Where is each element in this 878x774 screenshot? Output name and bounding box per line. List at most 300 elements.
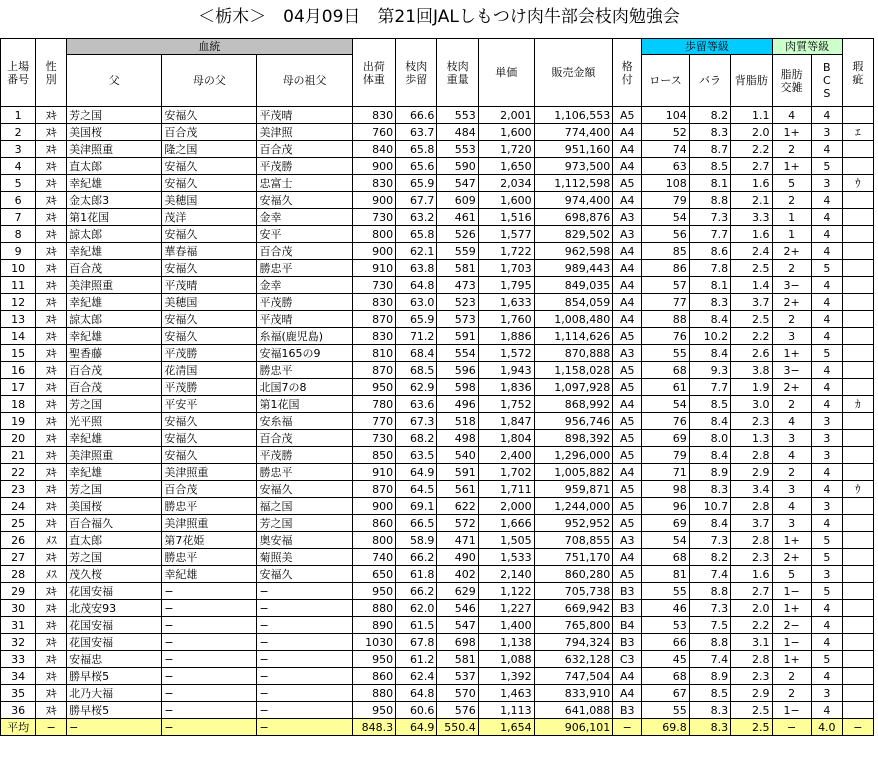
cell-sex: ﾇｷ <box>36 600 67 617</box>
cell-marbling: 2 <box>772 141 811 158</box>
cell-marbling: 4 <box>772 498 811 515</box>
cell-rib: 10.7 <box>689 498 730 515</box>
cell-carcass-weight: 484 <box>437 124 478 141</box>
cell-grade: A5 <box>613 175 642 192</box>
cell-bcs: 5 <box>811 651 842 668</box>
cell-carcass-weight: 546 <box>437 600 478 617</box>
cell-rib: 8.3 <box>689 294 730 311</box>
cell-mat-great-grandfather: 安福165の9 <box>257 345 352 362</box>
cell-rib: 8.8 <box>689 634 730 651</box>
cell-father: 安福忠 <box>67 651 162 668</box>
cell-grade: B3 <box>613 600 642 617</box>
cell-father: 聖香藤 <box>67 345 162 362</box>
cell-loin: 98 <box>642 481 690 498</box>
cell-yield-pct: 65.9 <box>396 175 437 192</box>
cell-yield-pct: 68.5 <box>396 362 437 379</box>
cell-marbling: 2 <box>772 192 811 209</box>
cell-backfat: 2.2 <box>731 617 772 634</box>
cell-mat-grandfather: 第7花姫 <box>162 532 257 549</box>
cell-defect <box>842 158 873 175</box>
cell-carcass-weight: 591 <box>437 464 478 481</box>
cell-sales: 1,005,882 <box>534 464 613 481</box>
cell-bcs: 4 <box>811 379 842 396</box>
header-pedigree: 血統 <box>67 39 352 55</box>
cell-father: 直太郎 <box>67 158 162 175</box>
cell-grade: A3 <box>613 226 642 243</box>
cell-father: 花国安福 <box>67 634 162 651</box>
cell-bcs: 4 <box>811 634 842 651</box>
cell-unit-price: 1,720 <box>478 141 534 158</box>
table-row <box>1 141 874 158</box>
cell-defect <box>842 617 873 634</box>
cell-loin: 69 <box>642 430 690 447</box>
cell-defect <box>842 413 873 430</box>
cell-marbling: 3 <box>772 430 811 447</box>
table-row <box>1 549 874 566</box>
table-row <box>1 600 874 617</box>
cell-yield-pct: 64.9 <box>396 719 437 736</box>
cell-defect <box>842 515 873 532</box>
cell-marbling: 2 <box>772 396 811 413</box>
cell-loin: 67 <box>642 685 690 702</box>
cell-live-weight: 780 <box>352 396 395 413</box>
cell-father: 勝早桜5 <box>67 668 162 685</box>
table-row <box>1 532 874 549</box>
cell-father: 諒太郎 <box>67 226 162 243</box>
cell-sales: 1,296,000 <box>534 447 613 464</box>
cell-grade: A4 <box>613 668 642 685</box>
cell-loin: 74 <box>642 141 690 158</box>
cell-rib: 7.7 <box>689 226 730 243</box>
cell-sex: ﾇｷ <box>36 702 67 719</box>
cell-yield-pct: 61.8 <box>396 566 437 583</box>
cell-grade: A5 <box>613 379 642 396</box>
cell-sales: 973,500 <box>534 158 613 175</box>
cell-unit-price: 1,836 <box>478 379 534 396</box>
cell-defect <box>842 362 873 379</box>
cell-live-weight: 860 <box>352 515 395 532</box>
cell-mat-grandfather: 安福久 <box>162 175 257 192</box>
cell-mat-grandfather: − <box>162 668 257 685</box>
cell-backfat: 1.4 <box>731 277 772 294</box>
cell-rib: 8.8 <box>689 192 730 209</box>
table-row <box>1 124 874 141</box>
cell-live-weight: 950 <box>352 583 395 600</box>
cell-backfat: 2.9 <box>731 464 772 481</box>
cell-backfat: 2.1 <box>731 192 772 209</box>
cell-sales: 989,443 <box>534 260 613 277</box>
cell-grade: − <box>613 719 642 736</box>
cell-mat-grandfather: 平茂晴 <box>162 277 257 294</box>
cell-backfat: 3.1 <box>731 634 772 651</box>
header-quality-grade-group: 肉質等級 <box>772 39 842 55</box>
cell-loin: 68 <box>642 362 690 379</box>
cell-sales: 632,128 <box>534 651 613 668</box>
cell-mat-great-grandfather: 金幸 <box>257 277 352 294</box>
cell-yield-pct: 64.5 <box>396 481 437 498</box>
header-mat-great-grandfather: 母の祖父 <box>257 55 352 107</box>
cell-father: 芳之国 <box>67 549 162 566</box>
cell-live-weight: 740 <box>352 549 395 566</box>
table-row <box>1 685 874 702</box>
cell-sales: 951,160 <box>534 141 613 158</box>
cell-father: 百合福久 <box>67 515 162 532</box>
cell-bcs: 3 <box>811 447 842 464</box>
cell-sales: 959,871 <box>534 481 613 498</box>
cell-carcass-weight: 590 <box>437 158 478 175</box>
cell-father: 幸紀雄 <box>67 294 162 311</box>
table-row <box>1 379 874 396</box>
cell-marbling: 1+ <box>772 345 811 362</box>
cell-unit-price: 1,943 <box>478 362 534 379</box>
cell-sales: 751,170 <box>534 549 613 566</box>
cell-mat-grandfather: − <box>162 702 257 719</box>
cell-no: 6 <box>1 192 36 209</box>
cell-carcass-weight: 609 <box>437 192 478 209</box>
cell-carcass-weight: 550.4 <box>437 719 478 736</box>
cell-sales: 868,992 <box>534 396 613 413</box>
cell-mat-great-grandfather: 平茂晴 <box>257 311 352 328</box>
cell-live-weight: 870 <box>352 311 395 328</box>
cell-father: 第1花国 <box>67 209 162 226</box>
cell-no: 18 <box>1 396 36 413</box>
cell-bcs: 4 <box>811 668 842 685</box>
cell-sex: ﾇｷ <box>36 158 67 175</box>
cell-live-weight: 830 <box>352 294 395 311</box>
cell-mat-grandfather: 安福久 <box>162 447 257 464</box>
cell-mat-grandfather: − <box>162 651 257 668</box>
cell-yield-pct: 58.9 <box>396 532 437 549</box>
cell-rib: 7.4 <box>689 566 730 583</box>
cell-marbling: 2 <box>772 464 811 481</box>
cell-rib: 10.2 <box>689 328 730 345</box>
cell-yield-pct: 64.8 <box>396 685 437 702</box>
cell-no: 32 <box>1 634 36 651</box>
cell-defect <box>842 107 873 124</box>
cell-mat-great-grandfather: 平茂勝 <box>257 158 352 175</box>
cell-defect <box>842 685 873 702</box>
cell-carcass-weight: 461 <box>437 209 478 226</box>
cell-marbling: 1+ <box>772 651 811 668</box>
cell-carcass-weight: 581 <box>437 651 478 668</box>
cell-defect <box>842 634 873 651</box>
cell-mat-great-grandfather: − <box>257 685 352 702</box>
cell-mat-great-grandfather: 安福久 <box>257 481 352 498</box>
cell-grade: A5 <box>613 362 642 379</box>
cell-yield-pct: 63.7 <box>396 124 437 141</box>
cell-marbling: 2+ <box>772 549 811 566</box>
cell-carcass-weight: 490 <box>437 549 478 566</box>
cell-sex: ﾇｷ <box>36 107 67 124</box>
cell-carcass-weight: 622 <box>437 498 478 515</box>
cell-marbling: 1+ <box>772 532 811 549</box>
cell-yield-pct: 66.6 <box>396 107 437 124</box>
cell-marbling: 1− <box>772 583 811 600</box>
cell-bcs: 4 <box>811 107 842 124</box>
table-row <box>1 226 874 243</box>
cell-carcass-weight: 537 <box>437 668 478 685</box>
cell-father: 幸紀雄 <box>67 464 162 481</box>
cell-loin: 76 <box>642 328 690 345</box>
cell-sales: 974,400 <box>534 192 613 209</box>
cell-live-weight: 950 <box>352 702 395 719</box>
cell-no: 5 <box>1 175 36 192</box>
cell-backfat: 2.3 <box>731 413 772 430</box>
cell-no: 10 <box>1 260 36 277</box>
cell-no: 12 <box>1 294 36 311</box>
cell-live-weight: 810 <box>352 345 395 362</box>
cell-backfat: 2.2 <box>731 328 772 345</box>
cell-marbling: 3 <box>772 515 811 532</box>
cell-loin: 108 <box>642 175 690 192</box>
cell-unit-price: 2,400 <box>478 447 534 464</box>
cell-backfat: 2.6 <box>731 345 772 362</box>
cell-no: 3 <box>1 141 36 158</box>
cell-mat-great-grandfather: 福之国 <box>257 498 352 515</box>
cell-bcs: 4 <box>811 617 842 634</box>
cell-yield-pct: 67.8 <box>396 634 437 651</box>
cell-backfat: 3.8 <box>731 362 772 379</box>
cell-yield-pct: 71.2 <box>396 328 437 345</box>
cell-mat-great-grandfather: − <box>257 668 352 685</box>
cell-grade: B3 <box>613 634 642 651</box>
cell-unit-price: 1,702 <box>478 464 534 481</box>
cell-marbling: 2− <box>772 617 811 634</box>
cell-mat-grandfather: 安福久 <box>162 430 257 447</box>
table-row <box>1 345 874 362</box>
cell-sex: ﾇｷ <box>36 668 67 685</box>
cell-sales: 747,504 <box>534 668 613 685</box>
cell-unit-price: 1,533 <box>478 549 534 566</box>
cell-bcs: 4 <box>811 141 842 158</box>
cell-grade: A4 <box>613 141 642 158</box>
cell-sex: ﾇｷ <box>36 413 67 430</box>
cell-live-weight: 840 <box>352 141 395 158</box>
cell-grade: A5 <box>613 430 642 447</box>
cell-rib: 8.3 <box>689 719 730 736</box>
cell-marbling: 4 <box>772 413 811 430</box>
cell-mat-grandfather: 安福久 <box>162 158 257 175</box>
cell-mat-grandfather: − <box>162 634 257 651</box>
cell-rib: 8.4 <box>689 447 730 464</box>
cell-yield-pct: 62.0 <box>396 600 437 617</box>
cell-defect <box>842 209 873 226</box>
cell-sex: ﾇｷ <box>36 175 67 192</box>
cell-sex: ﾇｷ <box>36 141 67 158</box>
cell-marbling: 1+ <box>772 124 811 141</box>
cell-live-weight: 760 <box>352 124 395 141</box>
cell-live-weight: 830 <box>352 175 395 192</box>
cell-backfat: 1.1 <box>731 107 772 124</box>
cell-unit-price: 1,760 <box>478 311 534 328</box>
cell-rib: 8.9 <box>689 464 730 481</box>
cell-mat-great-grandfather: 北国7の8 <box>257 379 352 396</box>
cell-marbling: 3 <box>772 481 811 498</box>
cell-live-weight: 650 <box>352 566 395 583</box>
cell-sales: 708,855 <box>534 532 613 549</box>
cell-live-weight: 880 <box>352 600 395 617</box>
cell-carcass-weight: 591 <box>437 328 478 345</box>
cell-mat-grandfather: 茂洋 <box>162 209 257 226</box>
cell-mat-grandfather: − <box>162 600 257 617</box>
cell-bcs: 4 <box>811 311 842 328</box>
cell-father: 百合茂 <box>67 379 162 396</box>
table-row <box>1 328 874 345</box>
cell-defect <box>842 600 873 617</box>
cell-rib: 8.3 <box>689 702 730 719</box>
cell-rib: 7.3 <box>689 209 730 226</box>
cell-no: 35 <box>1 685 36 702</box>
cell-grade: A5 <box>613 413 642 430</box>
cell-bcs: 3 <box>811 685 842 702</box>
header-unit-price: 単価 <box>478 39 534 107</box>
results-table-container <box>0 38 874 736</box>
cell-sales: 898,392 <box>534 430 613 447</box>
cell-carcass-weight: 540 <box>437 447 478 464</box>
cell-unit-price: 1,666 <box>478 515 534 532</box>
cell-carcass-weight: 547 <box>437 175 478 192</box>
cell-live-weight: 1030 <box>352 634 395 651</box>
cell-no: 24 <box>1 498 36 515</box>
cell-backfat: 1.6 <box>731 566 772 583</box>
cell-marbling: 3− <box>772 362 811 379</box>
cell-rib: 8.7 <box>689 141 730 158</box>
table-row <box>1 311 874 328</box>
cell-yield-pct: 65.9 <box>396 311 437 328</box>
cell-defect <box>842 260 873 277</box>
cell-father: 美津照重 <box>67 447 162 464</box>
cell-sales: 705,738 <box>534 583 613 600</box>
cell-loin: 76 <box>642 413 690 430</box>
cell-mat-grandfather: 幸紀雄 <box>162 566 257 583</box>
cell-yield-pct: 63.2 <box>396 209 437 226</box>
cell-bcs: 4 <box>811 226 842 243</box>
cell-loin: 55 <box>642 345 690 362</box>
cell-bcs: 5 <box>811 260 842 277</box>
cell-yield-pct: 61.2 <box>396 651 437 668</box>
cell-unit-price: 2,000 <box>478 498 534 515</box>
cell-mat-great-grandfather: 勝忠平 <box>257 362 352 379</box>
cell-loin: 68 <box>642 668 690 685</box>
cell-sex: ﾇｷ <box>36 345 67 362</box>
cell-mat-grandfather: 美穂国 <box>162 294 257 311</box>
cell-live-weight: 900 <box>352 498 395 515</box>
cell-yield-pct: 62.4 <box>396 668 437 685</box>
cell-sales: 1,106,553 <box>534 107 613 124</box>
cell-yield-pct: 69.1 <box>396 498 437 515</box>
cell-mat-great-grandfather: 奥安福 <box>257 532 352 549</box>
cell-unit-price: 1,572 <box>478 345 534 362</box>
cell-marbling: 5 <box>772 175 811 192</box>
cell-mat-grandfather: 華春福 <box>162 243 257 260</box>
cell-sex: ﾇｷ <box>36 192 67 209</box>
cell-sales: 765,800 <box>534 617 613 634</box>
cell-sex: ﾇｷ <box>36 294 67 311</box>
cell-rib: 8.2 <box>689 107 730 124</box>
cell-sales: 1,008,480 <box>534 311 613 328</box>
cell-yield-pct: 63.0 <box>396 294 437 311</box>
average-row <box>1 719 874 736</box>
cell-sex: ﾇｷ <box>36 498 67 515</box>
cell-defect: ｳ <box>842 481 873 498</box>
cell-backfat: 2.0 <box>731 600 772 617</box>
cell-no: 36 <box>1 702 36 719</box>
cell-carcass-weight: 547 <box>437 617 478 634</box>
cell-sales: 1,097,928 <box>534 379 613 396</box>
table-row <box>1 396 874 413</box>
cell-live-weight: 870 <box>352 362 395 379</box>
cell-mat-grandfather: 美穂国 <box>162 192 257 209</box>
cell-sex: ﾇｷ <box>36 124 67 141</box>
cell-yield-pct: 68.4 <box>396 345 437 362</box>
table-row <box>1 702 874 719</box>
cell-no: 8 <box>1 226 36 243</box>
cell-rib: 7.3 <box>689 532 730 549</box>
cell-mat-grandfather: 花清国 <box>162 362 257 379</box>
cell-father: 美津照重 <box>67 141 162 158</box>
cell-mat-grandfather: 百合茂 <box>162 481 257 498</box>
cell-yield-pct: 63.8 <box>396 260 437 277</box>
header-loin: ロース <box>642 55 690 107</box>
cell-live-weight: 800 <box>352 532 395 549</box>
cell-bcs: 3 <box>811 430 842 447</box>
cell-sex: − <box>36 719 67 736</box>
cell-rib: 8.4 <box>689 345 730 362</box>
cell-backfat: 2.3 <box>731 668 772 685</box>
header-sex: 性 別 <box>36 39 67 107</box>
cell-carcass-weight: 553 <box>437 141 478 158</box>
cell-rib: 8.1 <box>689 175 730 192</box>
cell-defect <box>842 566 873 583</box>
cell-mat-great-grandfather: − <box>257 634 352 651</box>
cell-marbling: 3− <box>772 277 811 294</box>
cell-father: 勝早桜5 <box>67 702 162 719</box>
cell-rib: 8.2 <box>689 549 730 566</box>
cell-yield-pct: 60.6 <box>396 702 437 719</box>
cell-sex: ﾇｷ <box>36 260 67 277</box>
table-row <box>1 447 874 464</box>
table-row <box>1 175 874 192</box>
cell-unit-price: 2,034 <box>478 175 534 192</box>
table-row <box>1 107 874 124</box>
cell-mat-great-grandfather: 百合茂 <box>257 141 352 158</box>
cell-grade: A4 <box>613 549 642 566</box>
cell-loin: 56 <box>642 226 690 243</box>
cell-mat-great-grandfather: 金幸 <box>257 209 352 226</box>
cell-bcs: 4 <box>811 600 842 617</box>
cell-marbling: 1− <box>772 702 811 719</box>
cell-yield-pct: 66.2 <box>396 549 437 566</box>
cell-unit-price: 1,088 <box>478 651 534 668</box>
cell-no: 31 <box>1 617 36 634</box>
cell-live-weight: 770 <box>352 413 395 430</box>
table-row <box>1 362 874 379</box>
cell-rib: 8.4 <box>689 311 730 328</box>
cell-grade: A4 <box>613 260 642 277</box>
cell-unit-price: 1,400 <box>478 617 534 634</box>
cell-rib: 7.8 <box>689 260 730 277</box>
cell-unit-price: 1,122 <box>478 583 534 600</box>
cell-marbling: 2 <box>772 311 811 328</box>
cell-carcass-weight: 629 <box>437 583 478 600</box>
cell-defect <box>842 192 873 209</box>
cell-mat-grandfather: − <box>162 719 257 736</box>
header-live-weight: 出荷 体重 <box>352 39 395 107</box>
cell-yield-pct: 66.2 <box>396 583 437 600</box>
cell-yield-pct: 66.5 <box>396 515 437 532</box>
cell-no: 19 <box>1 413 36 430</box>
cell-no: 34 <box>1 668 36 685</box>
